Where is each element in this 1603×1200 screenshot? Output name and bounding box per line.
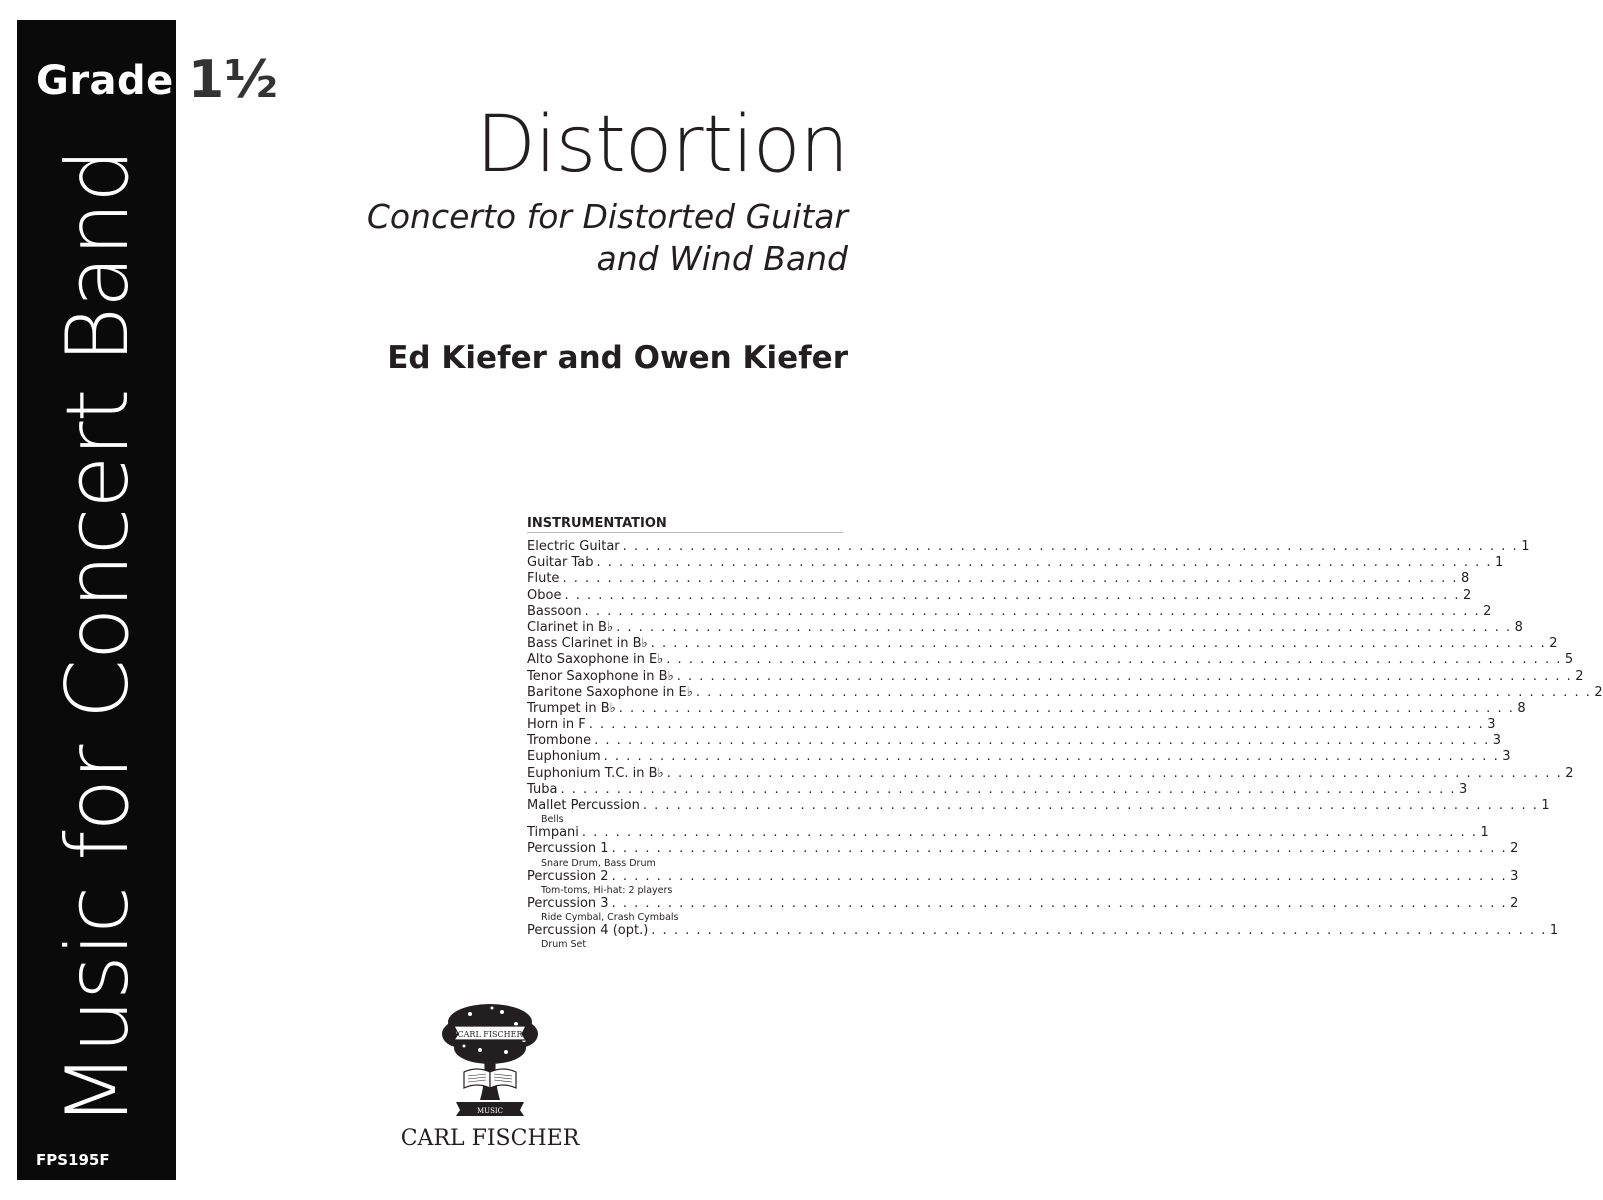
instrument-note: Bells [541,814,564,826]
publisher-logo-icon [440,1000,540,1118]
instrument-count: 3 [1487,717,1496,733]
instrument-name: Guitar Tab [527,555,594,571]
composers: Ed Kiefer and Owen Kiefer [387,340,848,376]
grade-label: Grade [36,58,174,104]
instrument-count: 2 [1510,895,1519,911]
instrument-row [527,895,1519,912]
instrument-name: Alto Saxophone in E♭ [527,652,664,668]
instrument-name: Oboe [527,587,562,603]
leader-dots: . . . . . . . . . . . . . . . . . . . . . . . . . . . . . . . . . . . . . . . . . . . . . . . . . . . . . . . . . . . . . . . . . . . . . . . . . . . . . . . . [594,733,1490,749]
leader-dots: . . . . . . . . . . . . . . . . . . . . . . . . . . . . . . . . . . . . . . . . . . . . . . . . . . . . . . . . . . . . . . . . . . . . . . . . . . . . . . . . [666,765,1563,781]
instrument-name: Percussion 1 [527,841,609,857]
instrument-count: 2 [1575,668,1584,684]
leader-dots: . . . . . . . . . . . . . . . . . . . . . . . . . . . . . . . . . . . . . . . . . . . . . . . . . . . . . . . . . . . . . . . . . . . . . . . . . . . . . . . . [695,684,1592,700]
instrument-count: 3 [1502,749,1511,765]
leader-dots: . . . . . . . . . . . . . . . . . . . . . . . . . . . . . . . . . . . . . . . . . . . . . . . . . . . . . . . . . . . . . . . . . . . . . . . . . . . . . . . . [560,781,1456,797]
instrument-count: 1 [1541,798,1550,813]
instrument-count: 2 [1565,765,1574,781]
leader-dots: . . . . . . . . . . . . . . . . . . . . . . . . . . . . . . . . . . . . . . . . . . . . . . . . . . . . . . . . . . . . . . . . . . . . . . . . . . . . . . . . [611,841,1508,857]
grade-value: 1½ [188,50,279,110]
leader-dots: . . . . . . . . . . . . . . . . . . . . . . . . . . . . . . . . . . . . . . . . . . . . . . . . . . . . . . . . . . . . . . . . . . . . . . . . . . . . . . . . [581,825,1478,841]
instrument-name: Trumpet in B♭ [527,700,616,716]
instrument-row [527,700,1526,717]
instrument-count: 2 [1483,603,1492,619]
instrument-row [527,539,1530,555]
instrument-name: Trombone [527,733,592,749]
leader-dots: . . . . . . . . . . . . . . . . . . . . . . . . . . . . . . . . . . . . . . . . . . . . . . . . . . . . . . . . . . . . . . . . . . . . . . . . . . . . . . . . [676,668,1573,684]
series-title: Music for Concert Band [48,149,148,1127]
instrumentation-list [527,516,1603,951]
leader-dots: . . . . . . . . . . . . . . . . . . . . . . . . . . . . . . . . . . . . . . . . . . . . . . . . . . . . . . . . . . . . . . . . . . . . . . . . . . . . . . . . [622,539,1519,554]
instrument-row [527,619,1523,636]
instrument-row [527,781,1468,798]
instrument-count: 8 [1514,619,1523,635]
leader-dots: . . . . . . . . . . . . . . . . . . . . . . . . . . . . . . . . . . . . . . . . . . . . . . . . . . . . . . . . . . . . . . . . . . . . . . . . . . . . . . . . [642,798,1539,813]
instrument-count: 2 [1510,841,1519,857]
logo-banner-text: CARL FISCHER [457,1030,523,1039]
instrument-count: 2 [1549,636,1558,652]
instrument-name: Tuba [527,781,558,797]
instrumentation-rows [527,539,1603,951]
instrument-row [527,636,1558,652]
instrument-name: Percussion 3 [527,895,609,911]
leader-dots: . . . . . . . . . . . . . . . . . . . . . . . . . . . . . . . . . . . . . . . . . . . . . . . . . . . . . . . . . . . . . . . . . . . . . . . . . . . . . . . . [588,717,1485,733]
leader-dots: . . . . . . . . . . . . . . . . . . . . . . . . . . . . . . . . . . . . . . . . . . . . . . . . . . . . . . . . . . . . . . . . . . . . . . . . . . . . . . . . [603,749,1500,765]
instrument-count: 5 [1564,652,1574,668]
subtitle-line-2: and Wind Band [596,239,848,278]
instrument-row [527,922,1559,939]
instrument-name: Bassoon [527,603,582,619]
instrument-name: Mallet Percussion [527,798,640,813]
instrument-row [527,652,1574,668]
instrument-name: Timpani [527,825,579,841]
instrument-name: Bass Clarinet in B♭ [527,636,648,652]
catalog-code: FPS195F [36,1151,110,1169]
instrument-count: 3 [1492,733,1501,749]
instrument-name: Baritone Saxophone in E♭ [527,684,693,700]
instrument-row [527,798,1550,814]
instrument-note: Ride Cymbal, Crash Cymbals [541,911,679,923]
instrument-count: 1 [1495,555,1504,571]
instrument-note: Drum Set [541,939,587,951]
instrument-count: 2 [1462,587,1472,603]
instrument-row [527,868,1519,885]
leader-dots: . . . . . . . . . . . . . . . . . . . . . . . . . . . . . . . . . . . . . . . . . . . . . . . . . . . . . . . . . . . . . . . . . . . . . . . . . . . . . . . . [666,652,1562,668]
instrument-count: 8 [1460,571,1470,587]
leader-dots: . . . . . . . . . . . . . . . . . . . . . . . . . . . . . . . . . . . . . . . . . . . . . . . . . . . . . . . . . . . . . . . . . . . . . . . . . . . . . . . . [564,587,1460,603]
instrument-row [527,765,1574,782]
instrument-count: 1 [1549,922,1559,938]
instrument-row [527,555,1504,571]
instrument-name: Euphonium T.C. in B♭ [527,765,664,781]
instrument-row [527,571,1470,587]
instrument-row [527,825,1489,841]
leader-dots: . . . . . . . . . . . . . . . . . . . . . . . . . . . . . . . . . . . . . . . . . . . . . . . . . . . . . . . . . . . . . . . . . . . . . . . . . . . . . . . . [596,555,1493,571]
instrument-name: Clarinet in B♭ [527,619,614,635]
instrument-row [527,684,1603,701]
instrument-name: Horn in F [527,717,586,733]
instrument-row [527,717,1496,733]
logo-music-text: MUSIC [477,1107,503,1115]
leader-dots: . . . . . . . . . . . . . . . . . . . . . . . . . . . . . . . . . . . . . . . . . . . . . . . . . . . . . . . . . . . . . . . . . . . . . . . . . . . . . . . . [611,868,1508,884]
instrument-name: Electric Guitar [527,539,620,554]
instrumentation-heading: INSTRUMENTATION [527,516,843,533]
instrument-count: 2 [1594,684,1603,700]
leader-dots: . . . . . . . . . . . . . . . . . . . . . . . . . . . . . . . . . . . . . . . . . . . . . . . . . . . . . . . . . . . . . . . . . . . . . . . . . . . . . . . . [651,922,1547,938]
instrument-name: Euphonium [527,749,601,765]
instrument-row [527,841,1519,857]
instrument-row [527,587,1472,604]
leader-dots: . . . . . . . . . . . . . . . . . . . . . . . . . . . . . . . . . . . . . . . . . . . . . . . . . . . . . . . . . . . . . . . . . . . . . . . . . . . . . . . . [611,895,1508,911]
instrument-count: 8 [1517,700,1526,716]
piece-subtitle [367,196,848,280]
instrument-note: Snare Drum, Bass Drum [541,857,656,869]
instrument-count: 3 [1458,781,1468,797]
instrument-name: Tenor Saxophone in B♭ [527,668,674,684]
instrument-row [527,603,1492,620]
instrument-count: 1 [1521,539,1530,554]
instrument-name: Percussion 4 (opt.) [527,922,649,938]
leader-dots: . . . . . . . . . . . . . . . . . . . . . . . . . . . . . . . . . . . . . . . . . . . . . . . . . . . . . . . . . . . . . . . . . . . . . . . . . . . . . . . . [650,636,1547,652]
publisher-name: CARL FISCHER [400,1126,580,1151]
subtitle-line-1: Concerto for Distorted Guitar [366,197,848,236]
instrument-name: Percussion 2 [527,868,609,884]
leader-dots: . . . . . . . . . . . . . . . . . . . . . . . . . . . . . . . . . . . . . . . . . . . . . . . . . . . . . . . . . . . . . . . . . . . . . . . . . . . . . . . . [562,571,1458,587]
leader-dots: . . . . . . . . . . . . . . . . . . . . . . . . . . . . . . . . . . . . . . . . . . . . . . . . . . . . . . . . . . . . . . . . . . . . . . . . . . . . . . . . [584,603,1481,619]
instrument-note: Tom-toms, Hi-hat: 2 players [541,884,673,896]
piece-title: Distortion [475,100,848,190]
instrument-count: 3 [1510,868,1519,884]
leader-dots: . . . . . . . . . . . . . . . . . . . . . . . . . . . . . . . . . . . . . . . . . . . . . . . . . . . . . . . . . . . . . . . . . . . . . . . . . . . . . . . . [616,619,1512,635]
instrument-row [527,733,1501,749]
instrument-name: Flute [527,571,560,587]
leader-dots: . . . . . . . . . . . . . . . . . . . . . . . . . . . . . . . . . . . . . . . . . . . . . . . . . . . . . . . . . . . . . . . . . . . . . . . . . . . . . . . . [618,700,1515,716]
instrument-count: 1 [1480,825,1489,841]
instrument-row [527,668,1584,685]
instrument-row [527,749,1511,765]
